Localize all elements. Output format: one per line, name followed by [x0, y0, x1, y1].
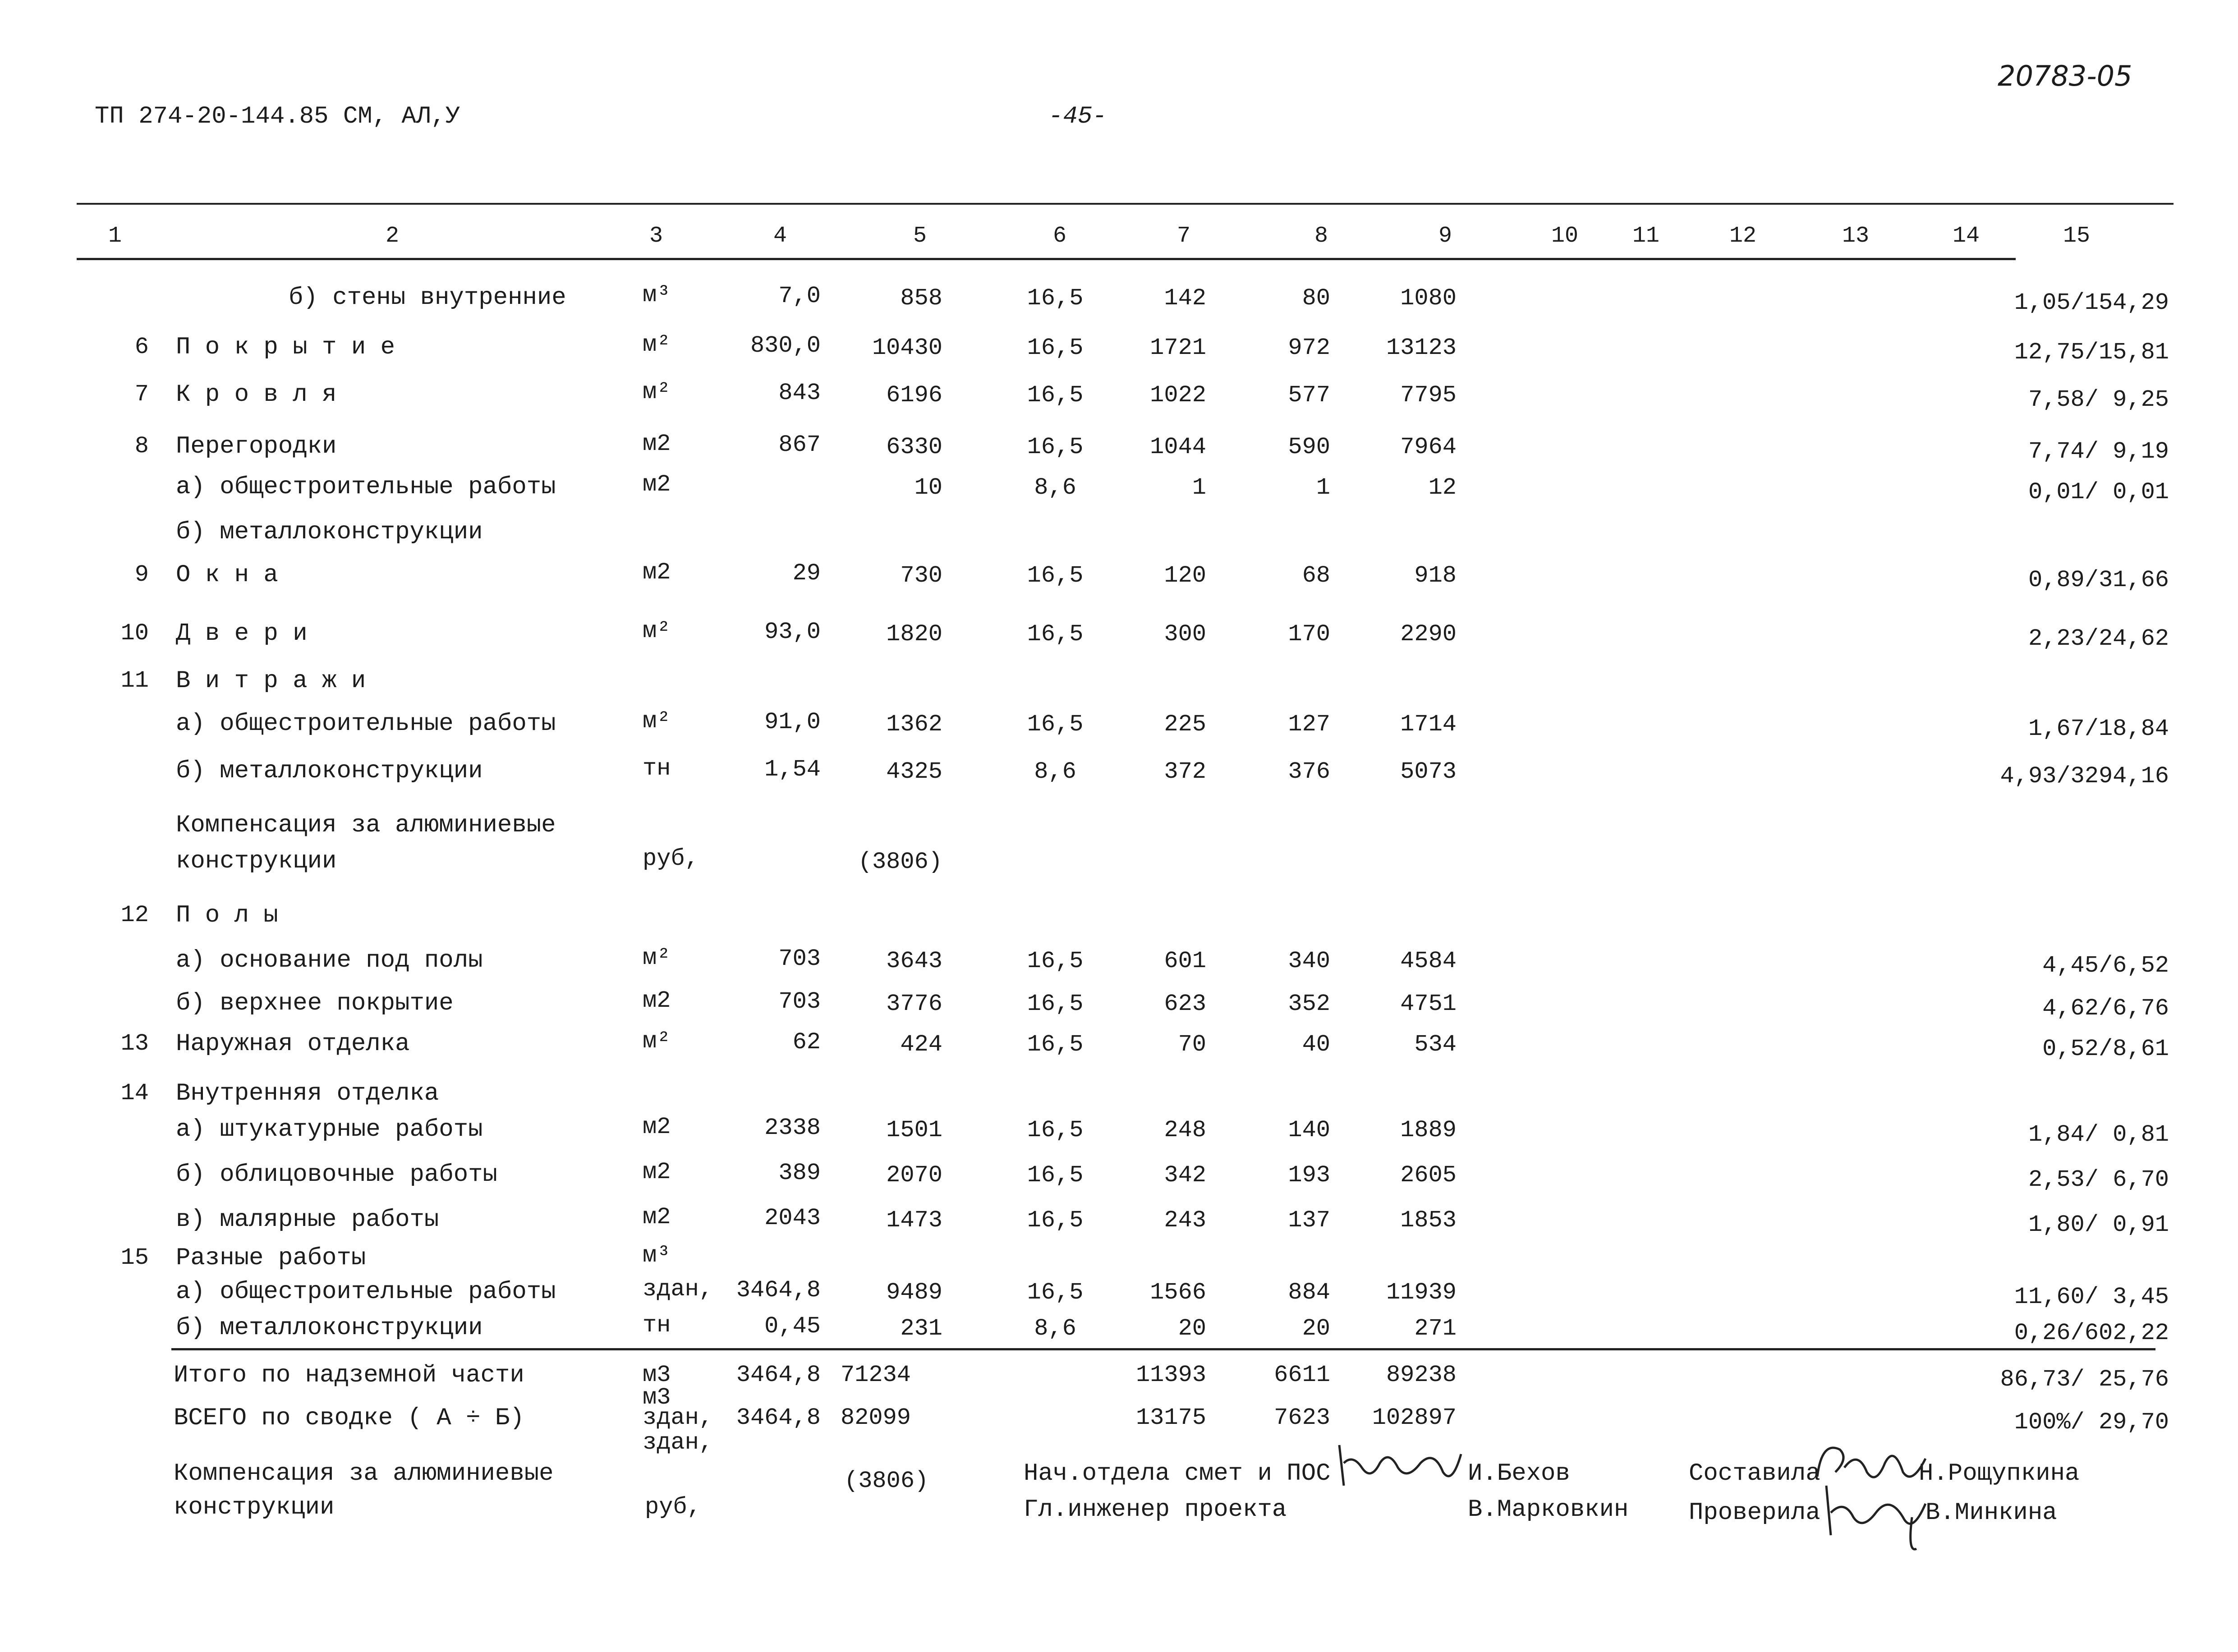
row-col7: 300 — [1164, 621, 1206, 647]
row-col7: 372 — [1164, 758, 1206, 785]
row-number: 7 — [134, 381, 149, 408]
compensation-value: (3806) — [844, 1468, 929, 1494]
row-name: а) общестроительные работы — [176, 710, 556, 738]
compensation-label-line1: Компенсация за алюминиевые — [174, 1460, 554, 1487]
row-col7: 1566 — [1150, 1279, 1206, 1306]
row-col7: 20 — [1178, 1315, 1206, 1342]
total-col4: 3464,8 — [736, 1404, 821, 1431]
row-col4: 843 — [778, 380, 821, 406]
row-col9: 918 — [1414, 562, 1457, 589]
row-col5: 424 — [900, 1031, 942, 1058]
row-col5: 1473 — [886, 1207, 942, 1234]
row-col15: 0,26/602,22 — [2014, 1320, 2169, 1346]
row-col5: 858 — [900, 285, 942, 312]
row-col5: 1362 — [886, 711, 942, 738]
chief-signature — [1335, 1436, 1470, 1495]
compiled-name: Н.Рощупкина — [1919, 1460, 2080, 1487]
row-unit: м² — [643, 708, 671, 734]
row-col6: 16,5 — [1027, 1031, 1084, 1058]
row-unit: м² — [643, 1028, 671, 1055]
row-unit: м² — [643, 331, 671, 358]
row-col7: 1044 — [1150, 434, 1206, 460]
row-col7: 601 — [1164, 948, 1206, 974]
row-col8: 20 — [1302, 1315, 1330, 1342]
row-col9: 2605 — [1400, 1162, 1457, 1189]
row-col9: 1889 — [1400, 1117, 1457, 1143]
row-col4: 3464,8 — [736, 1277, 821, 1303]
row-col7: 120 — [1164, 562, 1206, 589]
row-col8: 40 — [1302, 1031, 1330, 1058]
row-col15: 4,62/6,76 — [2042, 995, 2169, 1022]
row-col9: 1853 — [1400, 1207, 1457, 1234]
total-unit: м3 — [643, 1362, 671, 1388]
row-name: в) малярные работы — [176, 1206, 439, 1234]
row-number: 9 — [134, 561, 149, 588]
row-name: В и т р а ж и — [176, 667, 366, 695]
column-number: 7 — [1176, 223, 1190, 249]
row-col15: 4,45/6,52 — [2042, 952, 2169, 979]
row-col15: 11,60/ 3,45 — [2014, 1284, 2169, 1310]
row-col9: 4584 — [1400, 948, 1457, 974]
row-col6: 16,5 — [1027, 991, 1084, 1017]
total-col15: 86,73/ 25,76 — [2000, 1366, 2169, 1393]
row-col9: 534 — [1414, 1031, 1457, 1058]
checked-name: В.Минкина — [1926, 1499, 2057, 1527]
checker-signature — [1822, 1477, 1939, 1558]
row-name: а) основание под полы — [176, 947, 483, 974]
row-col9: 4751 — [1400, 991, 1457, 1017]
row-col15: 0,52/8,61 — [2042, 1036, 2169, 1062]
row-col7: 623 — [1164, 991, 1206, 1017]
total-unit-extra: м3 — [643, 1384, 671, 1411]
row-col8: 127 — [1288, 711, 1330, 738]
row-number: 6 — [134, 334, 149, 360]
total-col15: 100%/ 29,70 — [2014, 1409, 2169, 1436]
row-col9: 1080 — [1400, 285, 1457, 312]
row-col15: 12,75/15,81 — [2014, 339, 2169, 366]
row-col6: 16,5 — [1027, 382, 1084, 408]
row-unit: м³ — [643, 1242, 671, 1269]
row-col4: 703 — [778, 945, 821, 972]
row-name: а) общестроительные работы — [176, 473, 556, 501]
row-col7: 70 — [1178, 1031, 1206, 1058]
row-col8: 137 — [1288, 1207, 1330, 1234]
row-col5: 10430 — [872, 335, 942, 361]
row-col8: 577 — [1288, 382, 1330, 408]
document-code: ТП 274-20-144.85 СМ, АЛ,У — [95, 103, 460, 130]
row-name: б) верхнее покрытие — [176, 990, 454, 1017]
row-col8: 352 — [1288, 991, 1330, 1017]
row-unit: м² — [643, 618, 671, 644]
row-col9: 12 — [1428, 474, 1457, 501]
row-name: К р о в л я — [176, 381, 337, 408]
total-col9: 102897 — [1372, 1404, 1457, 1431]
row-col5: (3806) — [858, 849, 942, 875]
row-number: 10 — [120, 620, 149, 647]
total-col8: 7623 — [1274, 1404, 1330, 1431]
row-col4: 29 — [792, 560, 821, 587]
row-name: Разные работы — [176, 1244, 366, 1272]
row-col4: 830,0 — [750, 332, 821, 359]
row-col15: 7,74/ 9,19 — [2028, 438, 2169, 465]
row-col6: 16,5 — [1027, 1117, 1084, 1143]
row-name: а) штукатурные работы — [176, 1116, 483, 1143]
row-col7: 1022 — [1150, 382, 1206, 408]
total-col4: 3464,8 — [736, 1362, 821, 1388]
total-col7: 11393 — [1135, 1362, 1206, 1388]
row-col5: 10 — [914, 474, 942, 501]
row-col8: 170 — [1288, 621, 1330, 647]
row-unit: руб, — [643, 845, 699, 872]
row-number: 15 — [120, 1244, 149, 1271]
row-col15: 4,93/3294,16 — [2000, 763, 2169, 789]
row-name: О к н а — [176, 561, 278, 589]
row-col9: 11939 — [1386, 1279, 1457, 1306]
row-col4: 2043 — [764, 1205, 821, 1231]
row-col8: 590 — [1288, 434, 1330, 460]
column-header-rule — [77, 258, 2016, 260]
row-col8: 884 — [1288, 1279, 1330, 1306]
compensation-label-line2: конструкции — [174, 1494, 335, 1521]
column-number: 1 — [108, 223, 122, 249]
total-name: Итого по надземной части — [174, 1362, 524, 1389]
row-unit: м2 — [643, 431, 671, 457]
row-col15: 1,05/154,29 — [2014, 289, 2169, 316]
row-col6: 16,5 — [1027, 1207, 1084, 1234]
column-number: 11 — [1632, 223, 1659, 249]
row-col9: 13123 — [1386, 335, 1457, 361]
column-number: 13 — [1842, 223, 1869, 249]
row-col6: 16,5 — [1027, 948, 1084, 974]
row-col4: 1,54 — [764, 756, 821, 783]
row-col4: 7,0 — [778, 283, 821, 309]
row-col5: 9489 — [886, 1279, 942, 1306]
row-col4: 867 — [778, 431, 821, 458]
row-col6: 16,5 — [1027, 1279, 1084, 1306]
row-name: П о л ы — [176, 902, 278, 929]
compensation-unit: руб, — [645, 1494, 701, 1520]
row-unit: м2 — [643, 1204, 671, 1230]
row-col8: 376 — [1288, 758, 1330, 785]
total-name: ВСЕГО по сводке ( А ÷ Б) — [174, 1404, 524, 1432]
row-name: Компенсация за алюминиевые — [176, 812, 556, 839]
row-col15: 1,80/ 0,91 — [2028, 1211, 2169, 1238]
row-unit: тн — [643, 1312, 671, 1339]
row-col7: 1 — [1192, 474, 1206, 501]
row-col6: 8,6 — [1034, 474, 1076, 501]
row-col8: 80 — [1302, 285, 1330, 312]
row-col8: 68 — [1302, 562, 1330, 589]
row-name: а) общестроительные работы — [176, 1278, 556, 1306]
row-col15: 7,58/ 9,25 — [2028, 386, 2169, 413]
row-number: 11 — [120, 667, 149, 694]
engineer-name: В.Марковкин — [1468, 1496, 1629, 1524]
checked-label: Проверила — [1689, 1499, 1820, 1527]
row-name: б) металлоконструкции — [176, 1314, 483, 1342]
row-col7: 225 — [1164, 711, 1206, 738]
row-col7: 142 — [1164, 285, 1206, 312]
row-col6: 16,5 — [1027, 1162, 1084, 1189]
row-col6: 16,5 — [1027, 562, 1084, 589]
row-col4: 703 — [778, 988, 821, 1015]
totals-rule — [171, 1348, 2155, 1350]
row-col15: 1,84/ 0,81 — [2028, 1121, 2169, 1148]
row-col8: 972 — [1288, 335, 1330, 361]
row-col8: 340 — [1288, 948, 1330, 974]
row-col9: 7964 — [1400, 434, 1457, 460]
row-col15: 1,67/18,84 — [2028, 716, 2169, 742]
row-col15: 0,89/31,66 — [2028, 567, 2169, 593]
row-name: б) металлоконструкции — [176, 519, 483, 546]
column-number: 5 — [913, 223, 927, 249]
archive-number: 20783-05 — [1998, 60, 2132, 92]
page-number: -45- — [1048, 103, 1107, 130]
row-col4: 93,0 — [764, 619, 821, 645]
column-number: 15 — [2063, 223, 2090, 249]
compiled-label: Составила — [1689, 1460, 1820, 1487]
row-unit: тн — [643, 755, 671, 782]
row-number: 13 — [120, 1030, 149, 1057]
column-number: 6 — [1052, 223, 1066, 249]
row-col9: 2290 — [1400, 621, 1457, 647]
row-col15: 0,01/ 0,01 — [2028, 479, 2169, 505]
row-col9: 271 — [1414, 1315, 1457, 1342]
row-unit: м² — [643, 379, 671, 405]
column-number: 2 — [385, 223, 399, 249]
engineer-title: Гл.инженер проекта — [1024, 1496, 1287, 1524]
row-name: б) металлоконструкции — [176, 757, 483, 785]
table-top-rule — [77, 203, 2174, 205]
row-col5: 730 — [900, 562, 942, 589]
column-number: 4 — [773, 223, 787, 249]
row-col6: 16,5 — [1027, 434, 1084, 460]
row-col4: 2338 — [764, 1115, 821, 1141]
row-name: б) стены внутренние — [289, 284, 566, 312]
chief-title: Нач.отдела смет и ПОС — [1024, 1460, 1331, 1487]
row-number: 14 — [120, 1080, 149, 1106]
column-number: 3 — [649, 223, 663, 249]
row-col7: 243 — [1164, 1207, 1206, 1234]
row-unit: здан, — [643, 1276, 713, 1303]
total-unit-extra: здан, — [643, 1429, 713, 1456]
total-col9: 89238 — [1386, 1362, 1457, 1388]
row-col5: 4325 — [886, 758, 942, 785]
row-col15: 2,23/24,62 — [2028, 625, 2169, 652]
row-col5: 2070 — [886, 1162, 942, 1189]
row-col5: 6330 — [886, 434, 942, 460]
row-name: Внутренняя отделка — [176, 1080, 439, 1107]
row-col4: 91,0 — [764, 709, 821, 735]
row-unit: м2 — [643, 1159, 671, 1185]
row-name: б) облицовочные работы — [176, 1161, 497, 1189]
row-col6: 16,5 — [1027, 285, 1084, 312]
row-col5: 1501 — [886, 1117, 942, 1143]
row-col9: 7795 — [1400, 382, 1457, 408]
row-col4: 62 — [792, 1029, 821, 1055]
total-col8: 6611 — [1274, 1362, 1330, 1388]
row-unit: м2 — [643, 559, 671, 586]
row-name: Д в е р и — [176, 620, 308, 647]
row-col6: 16,5 — [1027, 335, 1084, 361]
total-col5: 71234 — [840, 1362, 911, 1388]
row-col6: 16,5 — [1027, 621, 1084, 647]
row-number: 8 — [134, 433, 149, 459]
column-number: 8 — [1314, 223, 1328, 249]
row-col9: 5073 — [1400, 758, 1457, 785]
row-col4: 389 — [778, 1160, 821, 1186]
row-col9: 1714 — [1400, 711, 1457, 738]
row-col15: 2,53/ 6,70 — [2028, 1166, 2169, 1193]
row-col8: 140 — [1288, 1117, 1330, 1143]
row-name: Перегородки — [176, 433, 337, 460]
row-unit: м2 — [643, 987, 671, 1014]
row-col5: 3643 — [886, 948, 942, 974]
total-col7: 13175 — [1135, 1404, 1206, 1431]
total-col5: 82099 — [840, 1404, 911, 1431]
row-col6: 8,6 — [1034, 758, 1076, 785]
column-number: 10 — [1551, 223, 1578, 249]
row-col6: 8,6 — [1034, 1315, 1076, 1342]
row-col8: 1 — [1316, 474, 1330, 501]
row-col6: 16,5 — [1027, 711, 1084, 738]
total-unit: здан, — [643, 1404, 713, 1431]
row-col5: 231 — [900, 1315, 942, 1342]
row-col4: 0,45 — [764, 1313, 821, 1340]
row-col5: 1820 — [886, 621, 942, 647]
row-col7: 248 — [1164, 1117, 1206, 1143]
column-number: 9 — [1438, 223, 1452, 249]
row-number: 12 — [120, 902, 149, 928]
row-name: П о к р ы т и е — [176, 334, 395, 361]
row-col5: 3776 — [886, 991, 942, 1017]
row-unit: м2 — [643, 471, 671, 498]
row-col7: 342 — [1164, 1162, 1206, 1189]
row-col5: 6196 — [886, 382, 942, 408]
chief-name: И.Бехов — [1468, 1460, 1570, 1487]
row-col8: 193 — [1288, 1162, 1330, 1189]
row-unit: м² — [643, 945, 671, 971]
row-unit: м³ — [643, 282, 671, 308]
row-col7: 1721 — [1150, 335, 1206, 361]
column-number: 12 — [1729, 223, 1756, 249]
row-name: Наружная отделка — [176, 1030, 410, 1058]
column-number: 14 — [1952, 223, 1980, 249]
row-name: конструкции — [176, 848, 337, 875]
row-unit: м2 — [643, 1114, 671, 1140]
